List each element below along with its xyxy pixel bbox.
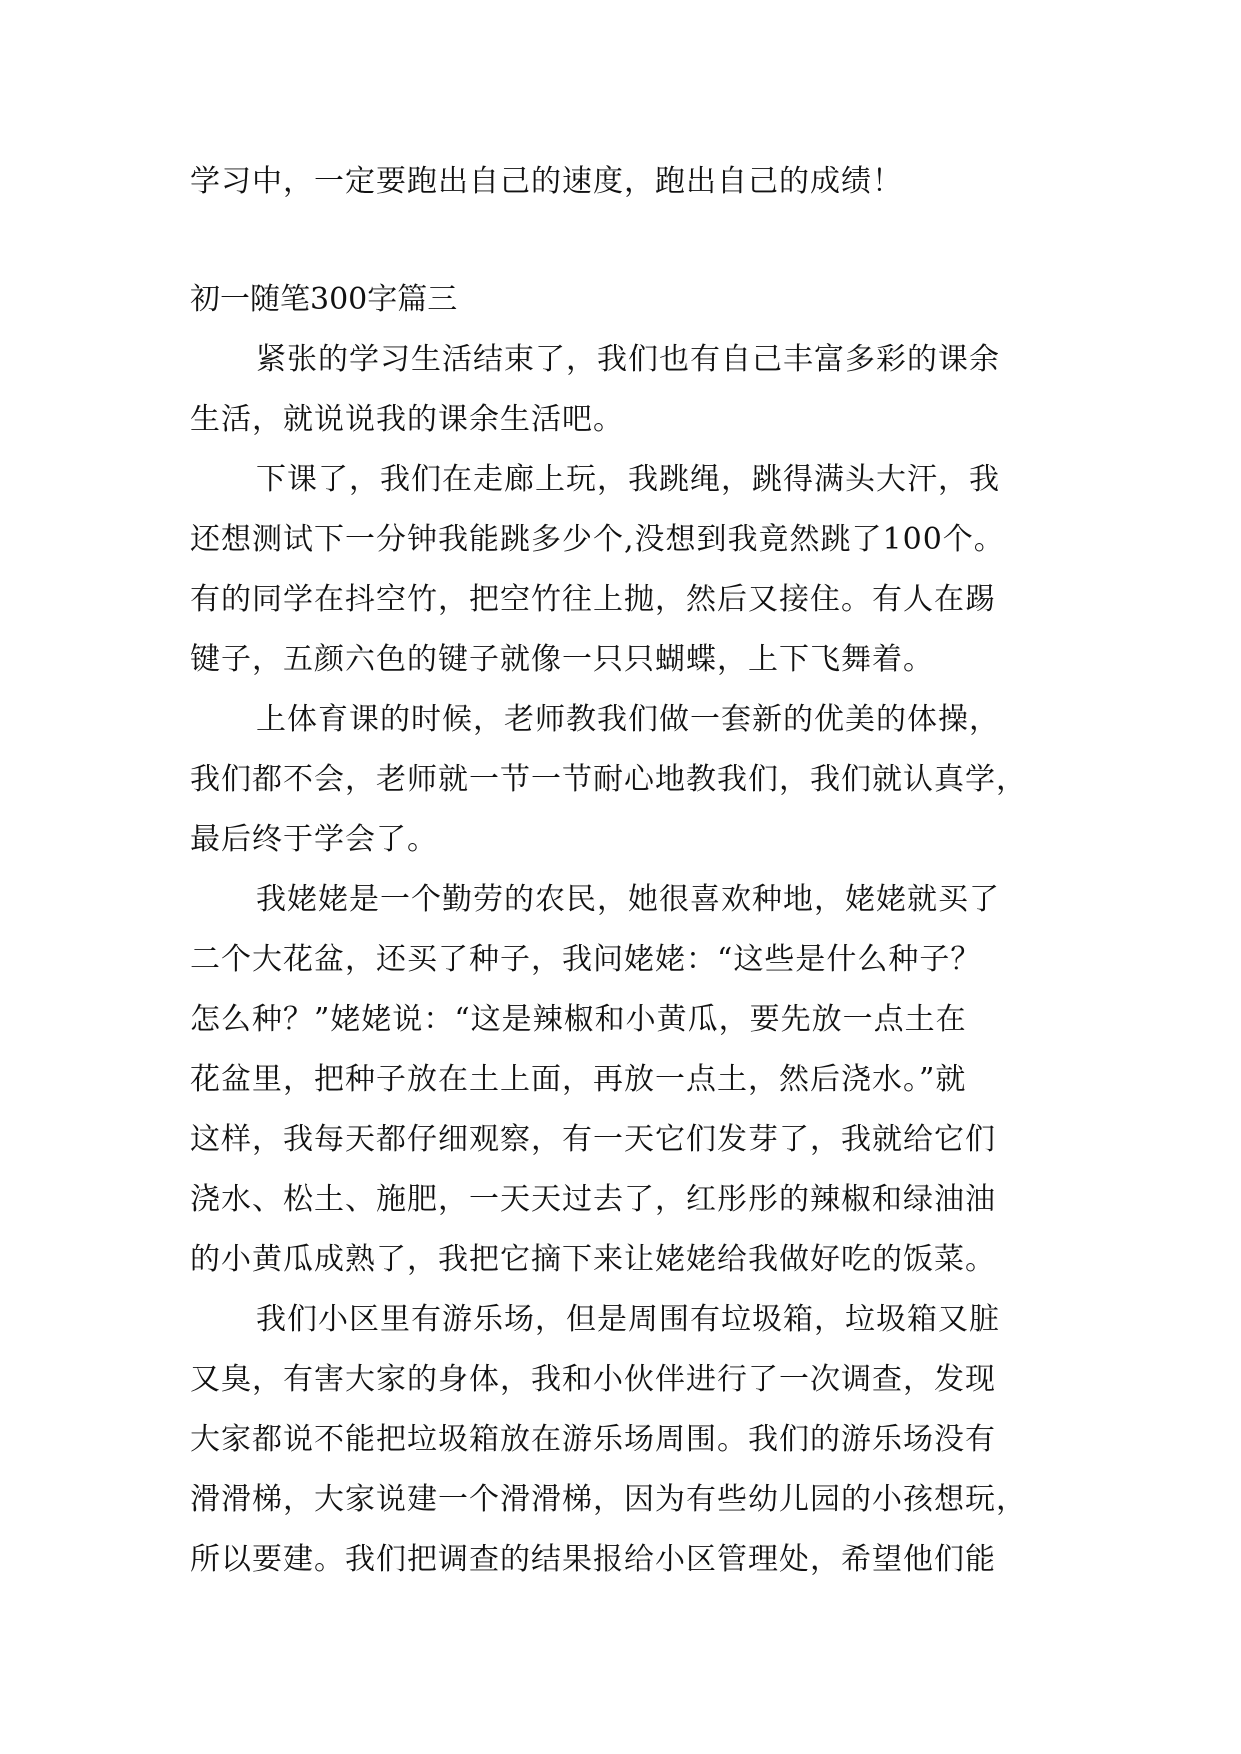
paragraph-line: 怎么种？”姥姥说：“这是辣椒和小黄瓜，要先放一点土在 [190, 1002, 967, 1037]
paragraph-line: 大家都说不能把垃圾箱放在游乐场周围。我们的游乐场没有 [190, 1422, 996, 1457]
paragraph-line: 滑滑梯，大家说建一个滑滑梯，因为有些幼儿园的小孩想玩， [190, 1482, 1027, 1517]
paragraph-line: 花盆里，把种子放在土上面，再放一点土，然后浇水。”就 [190, 1062, 967, 1097]
paragraph-line: 二个大花盆，还买了种子，我问姥姥：“这些是什么种子？ [190, 942, 982, 977]
paragraph-line: 上体育课的时候，老师教我们做一套新的优美的体操， [256, 702, 1000, 737]
paragraph-4 [190, 870, 1050, 1290]
paragraph-5 [190, 1290, 1050, 1590]
paragraph-2 [190, 450, 1050, 690]
paragraph-line: 有的同学在抖空竹，把空竹往上抛，然后又接住。有人在踢 [190, 582, 996, 617]
paragraph-line: 最后终于学会了。 [190, 822, 438, 857]
paragraph-line: 键子，五颜六色的键子就像一只只蝴蝶，上下飞舞着。 [190, 642, 934, 677]
document-body [190, 152, 1050, 1590]
paragraph-line: 的小黄瓜成熟了，我把它摘下来让姥姥给我做好吃的饭菜。 [190, 1242, 996, 1277]
paragraph-3 [190, 690, 1050, 870]
paragraph-line: 浇水、松土、施肥，一天天过去了，红彤彤的辣椒和绿油油 [190, 1182, 996, 1217]
paragraph-line: 所以要建。我们把调查的结果报给小区管理处，希望他们能 [190, 1542, 996, 1577]
paragraph-line: 我们小区里有游乐场，但是周围有垃圾箱，垃圾箱又脏 [256, 1302, 1000, 1337]
paragraph-line: 下课了，我们在走廊上玩，我跳绳，跳得满头大汗，我 [256, 462, 1000, 497]
paragraph-line: 紧张的学习生活结束了，我们也有自己丰富多彩的课余 [256, 342, 1000, 377]
paragraph-line: 生活，就说说我的课余生活吧。 [190, 402, 624, 437]
section-spacer [190, 212, 1050, 270]
paragraph-line: 还想测试下一分钟我能跳多少个,没想到我竟然跳了100个。 [190, 522, 1005, 557]
paragraph-line: 这样，我每天都仔细观察，有一天它们发芽了，我就给它们 [190, 1122, 996, 1157]
paragraph-1 [190, 330, 1050, 450]
paragraph-line: 我姥姥是一个勤劳的农民，她很喜欢种地，姥姥就买了 [256, 882, 1000, 917]
paragraph-line: 又臭，有害大家的身体，我和小伙伴进行了一次调查，发现 [190, 1362, 996, 1397]
section-title: 初一随笔300字篇三 [190, 282, 458, 317]
intro-line: 学习中，一定要跑出自己的速度，跑出自己的成绩！ [190, 164, 903, 199]
paragraph-line: 我们都不会，老师就一节一节耐心地教我们，我们就认真学， [190, 762, 1027, 797]
